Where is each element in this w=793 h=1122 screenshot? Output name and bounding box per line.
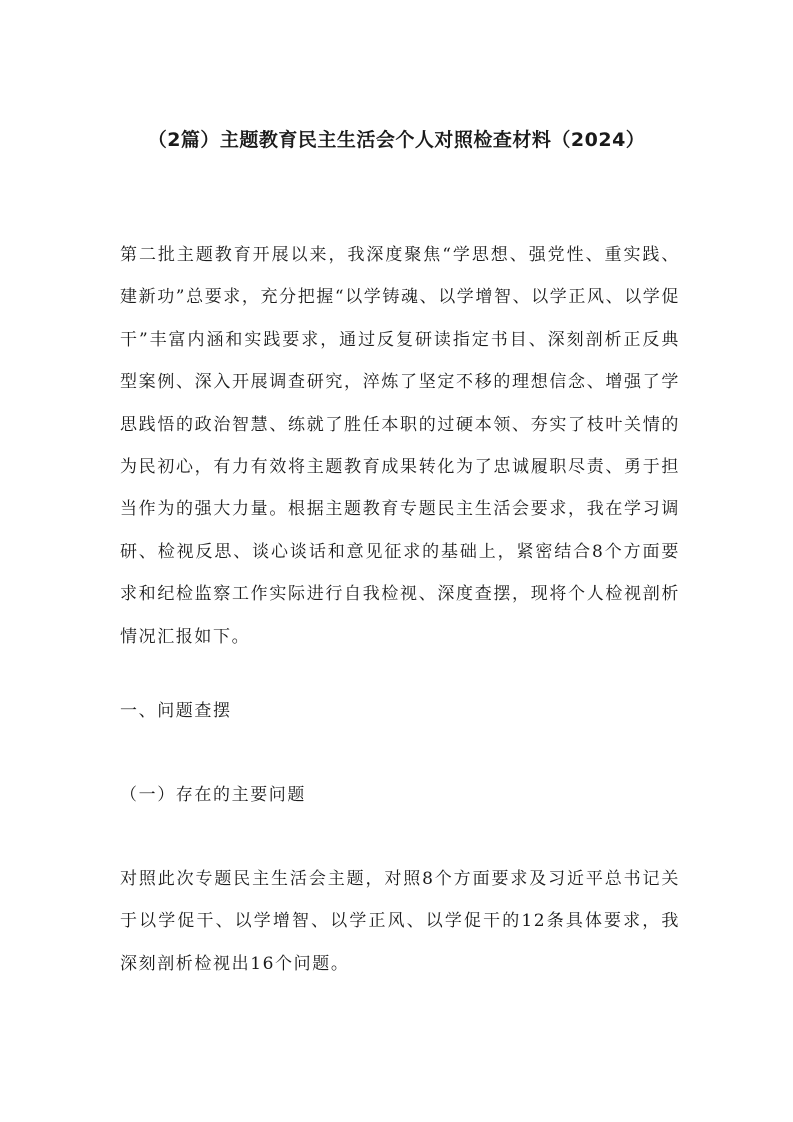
section-heading: 一、问题查摆 [120, 701, 232, 721]
subsection-heading: （一）存在的主要问题 [120, 785, 306, 805]
document-title: （2篇）主题教育民主生活会个人对照检查材料（2024） [147, 129, 646, 151]
intro-paragraph: 第二批主题教育开展以来，我深度聚焦“学思想、强党性、重实践、建新功”总要求，充分把握“以学铸魂、以学增智、以学正风、以学促干”丰富内涵和实践要求，通过反复研读指定书目、深刻剖析正反典型案例、深入开展调查研究，淬炼了坚定不移的理想信念、增强了学思践悟的政治智慧、练就了胜任本职的过硬本领、夯实了枝叶关情的为民初心，有力有效将主题教育成果转化为了忠诚履职尽责、勇于担当作为的强大力量。根据主题教育专题民主生活会要求，我在学习调研、检视反思、谈心谈话和意见征求的基础上，紧密结合8个方面要求和纪检监察工作实际进行自我检视、深度查摆，现将个人检视剖析情况汇报如下。 [120, 245, 680, 647]
body-paragraph: 对照此次专题民主生活会主题，对照8个方面要求及习近平总书记关于以学促干、以学增智、以学正风、以学促干的12条具体要求，我深刻剖析检视出16个问题。 [120, 869, 680, 974]
